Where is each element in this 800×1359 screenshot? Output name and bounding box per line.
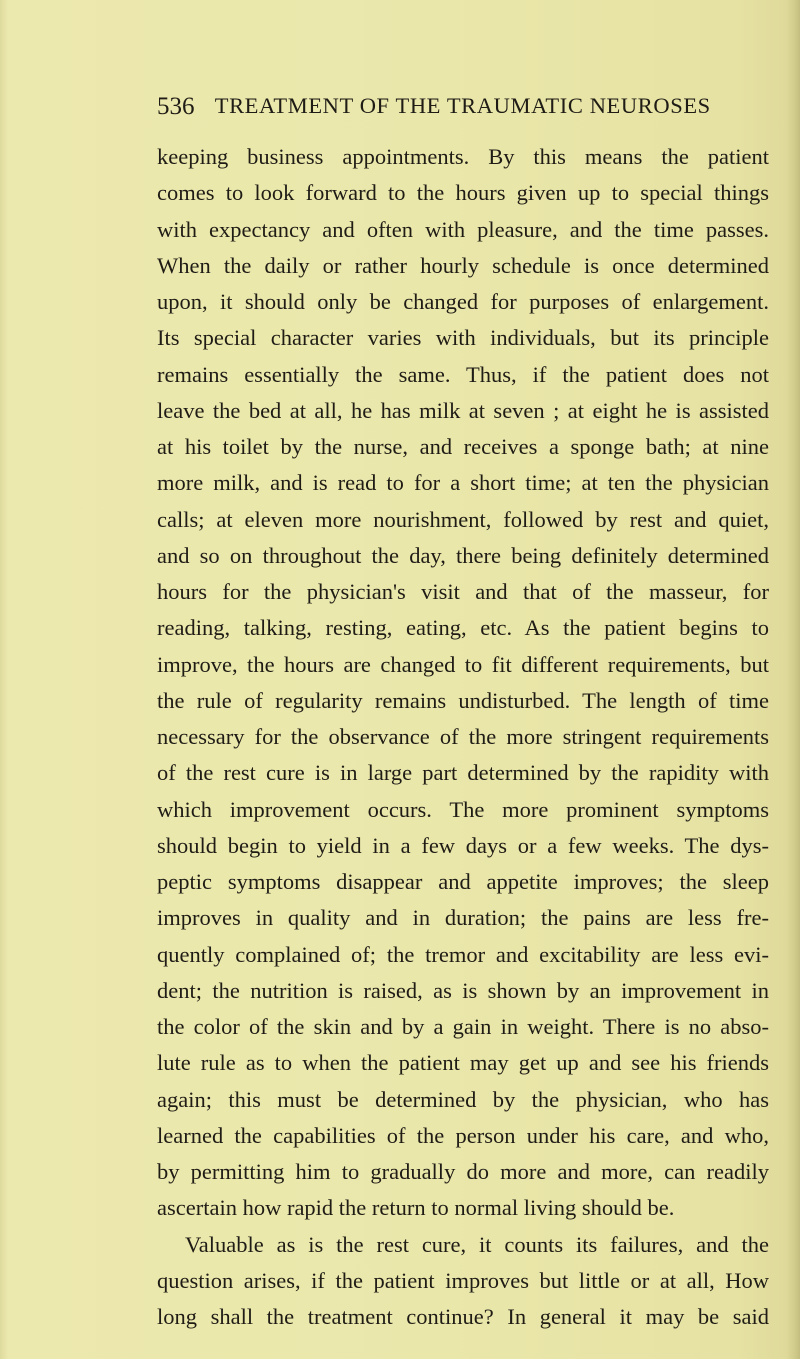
text-line: keeping business appointments. By this means the patient: [157, 144, 769, 169]
page-header: [157, 93, 711, 123]
text-line: and so on throughout the day, there being definitely determined: [157, 542, 769, 568]
running-head: TREATMENT OF THE TRAUMATIC NEUROSES: [214, 93, 711, 118]
text-line: comes to look forward to the hours given up to special things: [157, 180, 769, 206]
text-line: hours for the physician's visit and that of the masseur, for: [157, 579, 769, 604]
text-line: more milk, and is read to for a short time; at ten the physician: [157, 470, 769, 496]
text-line: again; this must be determined by the physician, who has: [157, 1086, 769, 1112]
text-line: Its special character varies with individuals, but its principle: [157, 325, 769, 351]
page-left-edge-shadow: [0, 0, 8, 1359]
text-line: the color of the skin and by a gain in weight. There is no abso-: [157, 1014, 769, 1039]
text-line: at his toilet by the nurse, and receives a sponge bath; at nine: [157, 434, 769, 459]
text-line: peptic symptoms disappear and appetite improves; the sleep: [157, 869, 769, 894]
text-line: reading, talking, resting, eating, etc. As the patient begins to: [157, 615, 769, 641]
text-line: learned the capabilities of the person under his care, and who,: [157, 1122, 769, 1148]
text-line: with expectancy and often with pleasure, and the time passes.: [157, 216, 769, 242]
body-text: [157, 139, 769, 1335]
text-line: leave the bed at all, he has milk at seven ; at eight he is assisted: [157, 397, 769, 423]
text-line: calls; at eleven more nourishment, followed by rest and quiet,: [157, 506, 769, 532]
text-line: long shall the treatment continue? In general it may be said: [157, 1304, 769, 1329]
text-line: by permitting him to gradually do more and more, can readily: [157, 1159, 769, 1184]
text-line: Valuable as is the rest cure, it counts its failures, and the: [185, 1231, 769, 1257]
text-line: improve, the hours are changed to fit different requirements, but: [157, 651, 769, 677]
text-line: remains essentially the same. Thus, if the patient does not: [157, 361, 769, 387]
page-right-edge-shadow: [786, 0, 800, 1359]
text-line: of the rest cure is in large part determined by the rapidity with: [157, 760, 769, 786]
text-line: should begin to yield in a few days or a few weeks. The dys-: [157, 832, 769, 858]
text-line: lute rule as to when the patient may get up and see his friends: [157, 1050, 769, 1076]
text-line: necessary for the observance of the more stringent requirements: [157, 724, 769, 749]
text-line: the rule of regularity remains undisturbed. The length of time: [157, 687, 769, 713]
text-line: dent; the nutrition is raised, as is shown by an improvement in: [157, 977, 769, 1003]
text-line: When the daily or rather hourly schedule is once determined: [157, 252, 769, 278]
page-number: 536: [157, 93, 195, 120]
text-line: upon, it should only be changed for purposes of enlargement.: [157, 289, 769, 314]
text-line: quently complained of; the tremor and excitability are less evi-: [157, 941, 769, 967]
text-line: question arises, if the patient improves but little or at all, How: [157, 1267, 769, 1293]
text-line: ascertain how rapid the return to normal living should be.: [157, 1195, 675, 1221]
text-line: improves in quality and in duration; the pains are less fre-: [157, 905, 769, 931]
text-line: which improvement occurs. The more prominent symptoms: [157, 796, 769, 822]
